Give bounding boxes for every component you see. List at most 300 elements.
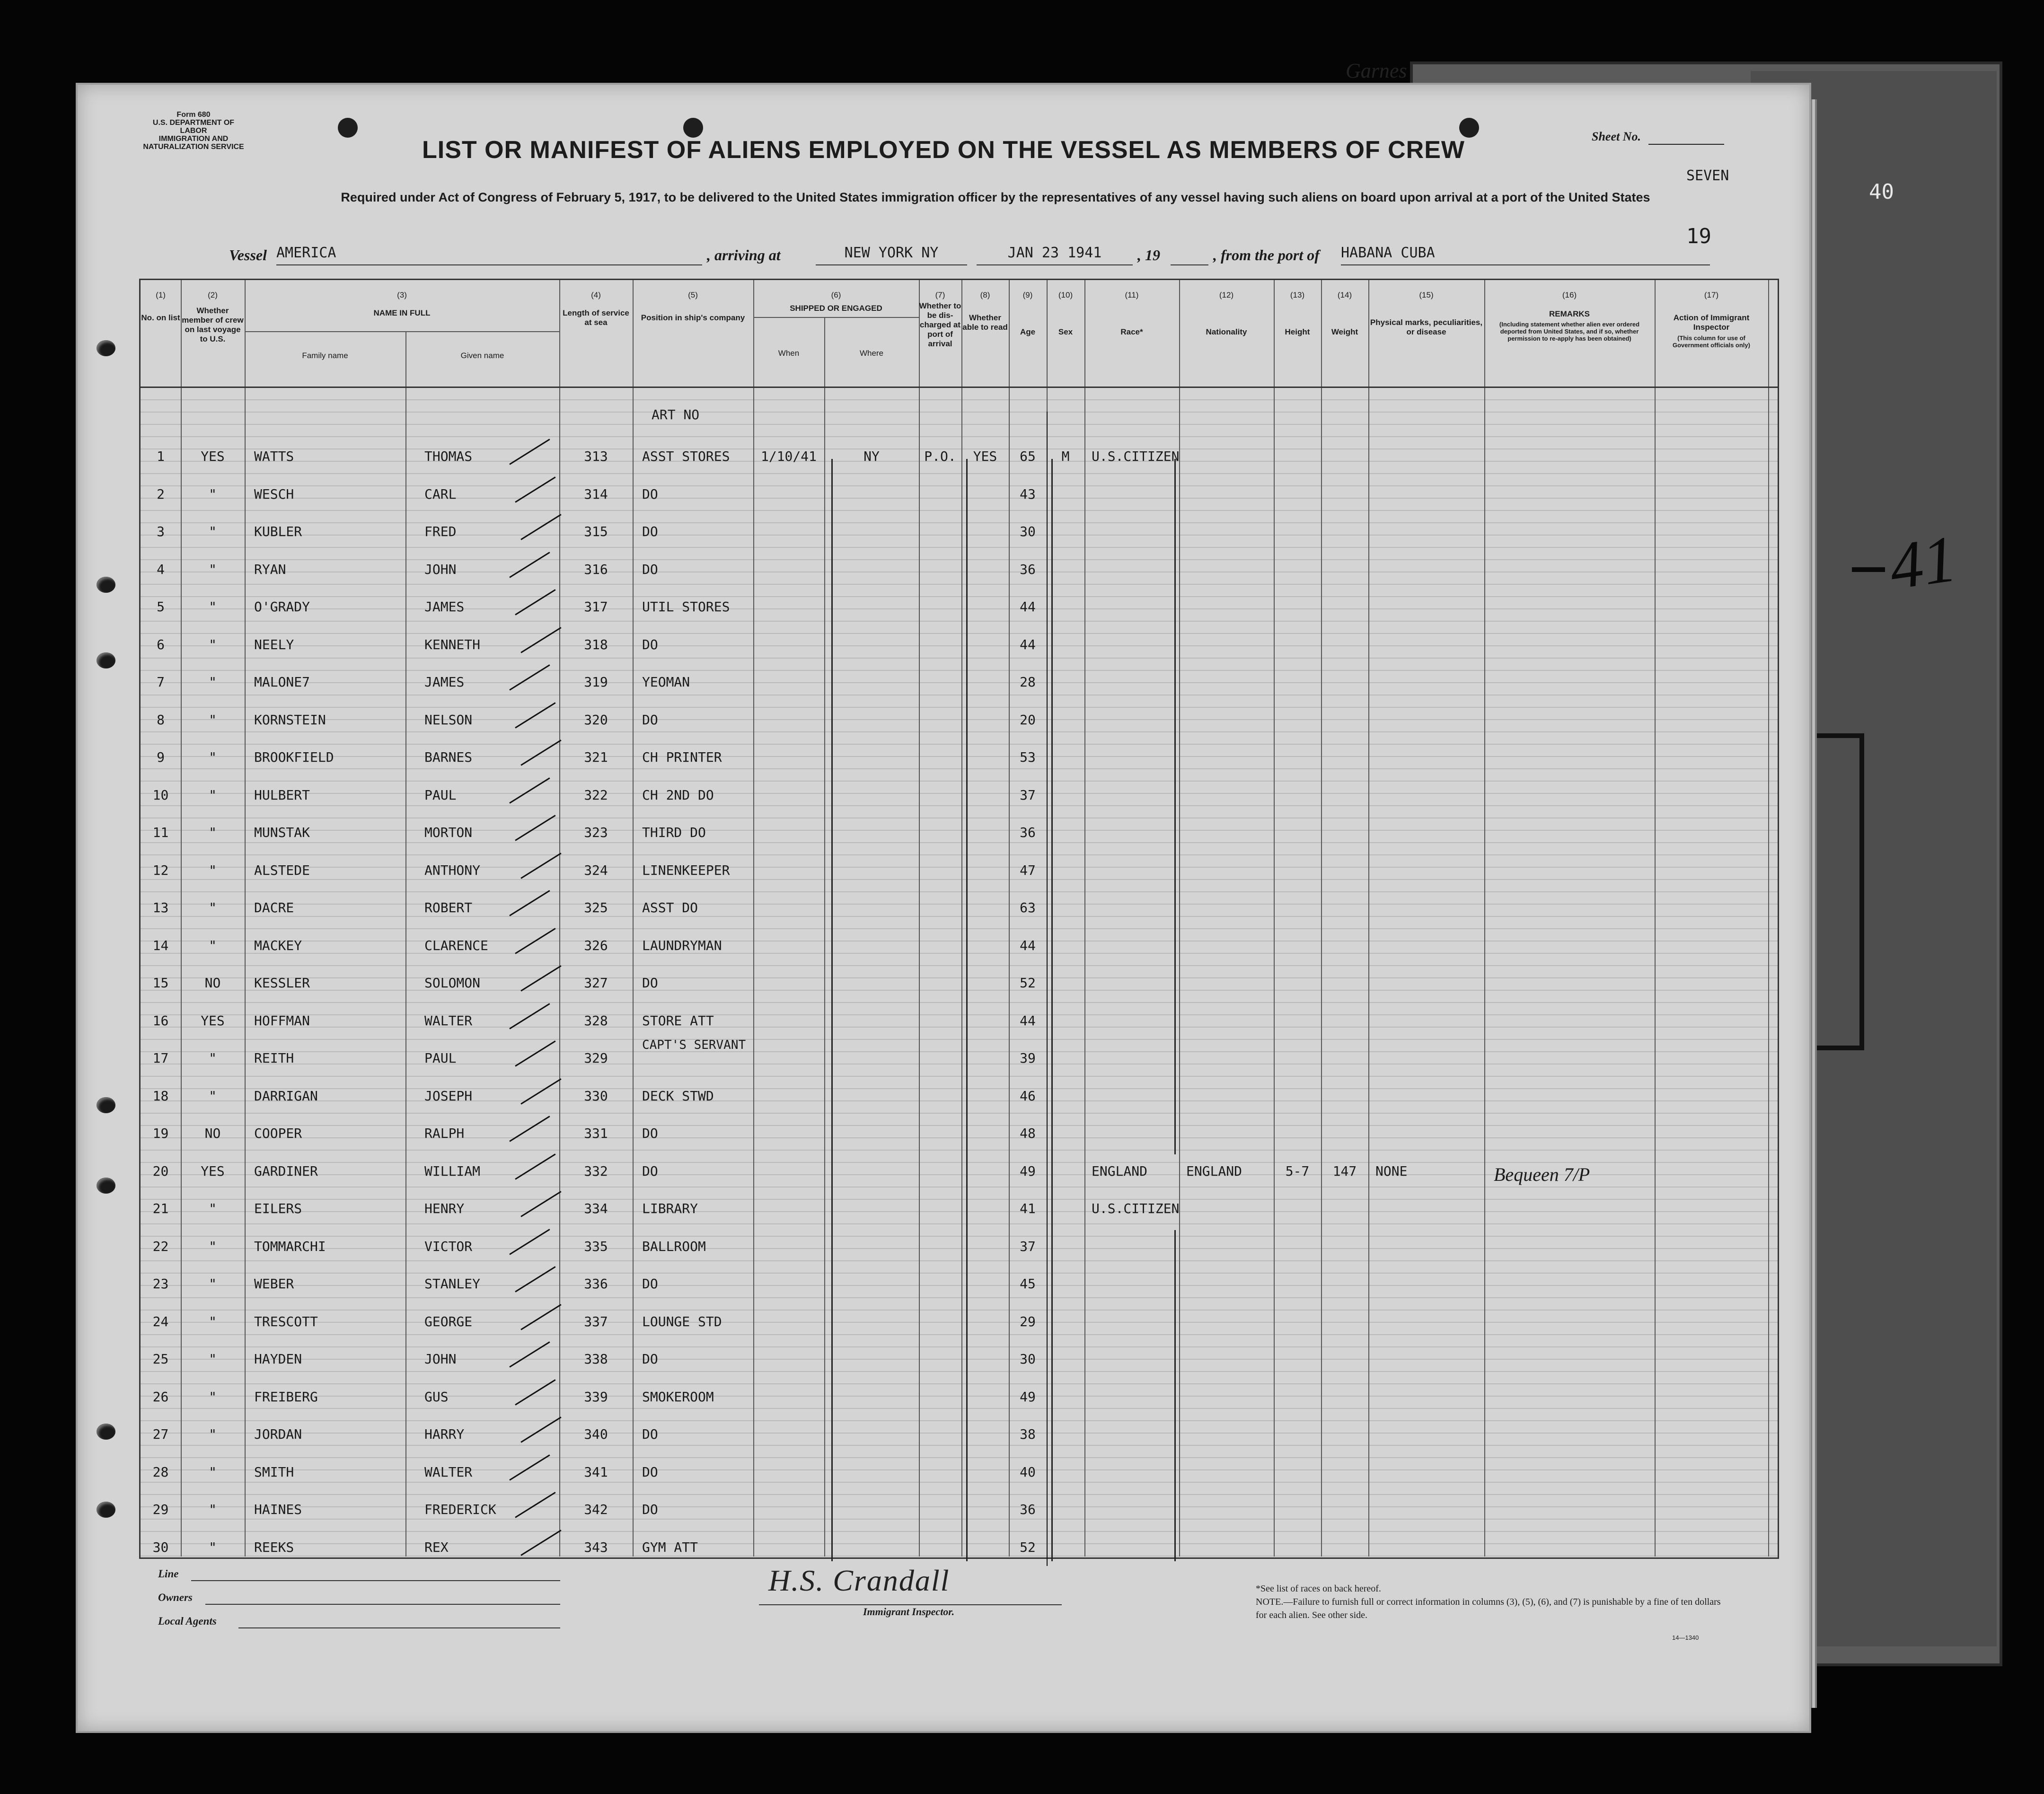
table-row	[141, 1080, 1778, 1117]
table-row	[141, 1038, 1778, 1080]
cell-position: CH PRINTER	[642, 749, 722, 765]
table-row	[141, 779, 1778, 817]
cell-position: LAUNDRYMAN	[642, 937, 722, 953]
back-page-number: 40	[1869, 180, 1894, 204]
header-height: Height	[1285, 327, 1310, 336]
header-shipped-engaged: SHIPPED OR ENGAGED	[790, 304, 882, 313]
cell-art: 329	[584, 1050, 608, 1066]
cell-family: MACKEY	[254, 937, 302, 953]
header-when: When	[778, 349, 800, 358]
cell-family: KESSLER	[254, 975, 310, 991]
cell-no: 3	[157, 524, 165, 539]
cell-prev: "	[209, 749, 217, 765]
col-num-7: (7)	[935, 290, 945, 299]
cell-age: 44	[1020, 636, 1036, 652]
cell-family: MUNSTAK	[254, 825, 310, 840]
cell-position: STORE ATT	[642, 1012, 714, 1029]
arrival-date: JAN 23 1941	[977, 245, 1133, 265]
cell-age: 37	[1020, 1238, 1036, 1254]
cell-age: 29	[1020, 1313, 1036, 1329]
table-row	[141, 1117, 1778, 1155]
cell-given: JAMES	[424, 599, 465, 615]
cell-art: 316	[584, 561, 608, 577]
cell-prev: "	[209, 1502, 217, 1517]
cell-no: 20	[152, 1163, 169, 1179]
cell-given: HARRY	[424, 1426, 465, 1442]
cell-age: 40	[1020, 1464, 1036, 1480]
col-num-5: (5)	[688, 290, 698, 299]
cell-age: 44	[1020, 1012, 1036, 1029]
cell-given: CLARENCE	[424, 937, 488, 953]
cell-family: WATTS	[254, 448, 294, 464]
cell-no: 17	[152, 1050, 169, 1066]
header-family-name: Family name	[302, 351, 348, 360]
cell-age: 41	[1020, 1201, 1036, 1216]
cell-art: 314	[584, 486, 608, 502]
handwritten-dash	[1852, 567, 1885, 572]
cell-position: DO	[642, 1426, 658, 1442]
manifest-page	[76, 59, 1961, 1733]
cell-art: 339	[584, 1389, 608, 1405]
cell-given: VICTOR	[424, 1238, 473, 1254]
cell-given: JOHN	[424, 561, 457, 577]
cell-race: U.S.CITIZEN	[1092, 448, 1180, 464]
table-row	[141, 1381, 1778, 1418]
table-row	[141, 1493, 1778, 1531]
cell-prev: "	[209, 1276, 217, 1292]
cell-age: 46	[1020, 1088, 1036, 1104]
col-num-11: (11)	[1125, 290, 1139, 299]
cell-position: LOUNGE STD	[642, 1313, 722, 1329]
cell-given: CARL	[424, 486, 457, 502]
cell-family: O'GRADY	[254, 599, 310, 615]
cell-position: DO	[642, 486, 658, 502]
table-body	[141, 388, 1778, 1557]
cell-age: 49	[1020, 1389, 1036, 1405]
cell-given: JOHN	[424, 1351, 457, 1367]
table-row	[141, 1230, 1778, 1268]
cell-art: 343	[584, 1539, 608, 1555]
cell-family: GARDINER	[254, 1163, 318, 1179]
cell-art: 336	[584, 1276, 608, 1292]
vessel-info-row	[229, 241, 1743, 269]
col-num-16: (16)	[1562, 290, 1577, 299]
table-row	[141, 1343, 1778, 1381]
cell-prev: "	[209, 937, 217, 953]
cell-prev: "	[209, 900, 217, 915]
cell-given: RALPH	[424, 1126, 465, 1141]
table-row	[141, 666, 1778, 704]
cell-family: RYAN	[254, 561, 286, 577]
cell-given: NELSON	[424, 712, 473, 728]
cell-no: 28	[152, 1464, 169, 1480]
col-num-13: (13)	[1290, 290, 1305, 299]
cell-age: 43	[1020, 486, 1036, 502]
cell-art: 327	[584, 975, 608, 991]
cell-no: 8	[157, 712, 165, 728]
punch-hole-icon	[683, 118, 703, 138]
cell-prev: "	[209, 636, 217, 652]
cell-family: JORDAN	[254, 1426, 302, 1442]
header-nationality: Nationality	[1206, 327, 1247, 336]
cell-art: 317	[584, 599, 608, 615]
cell-given: JAMES	[424, 674, 465, 690]
year-label: , 19	[1137, 246, 1160, 264]
table-header	[141, 280, 1778, 388]
cell-age: 39	[1020, 1050, 1036, 1066]
cell-age: 28	[1020, 674, 1036, 690]
cell-art: 321	[584, 749, 608, 765]
table-row	[141, 1456, 1778, 1494]
page-title: LIST OR MANIFEST OF ALIENS EMPLOYED ON THE VESSEL AS MEMBERS OF CREW	[422, 136, 1465, 164]
table-row	[141, 628, 1778, 666]
cell-age: 63	[1020, 900, 1036, 915]
binder-hole-icon	[97, 340, 115, 356]
cell-art: 319	[584, 674, 608, 690]
cell-no: 5	[157, 599, 165, 615]
table-row	[141, 1267, 1778, 1305]
cell-no: 22	[152, 1238, 169, 1254]
header-able-to-read: Whether able to read	[962, 313, 1008, 332]
departure-port: HABANA CUBA	[1341, 245, 1710, 265]
cell-given: PAUL	[424, 787, 457, 803]
cell-art: 334	[584, 1201, 608, 1216]
cell-age: 36	[1020, 1502, 1036, 1517]
cell-given: ANTHONY	[424, 862, 481, 878]
handwritten-side-mark: 41	[1885, 522, 1961, 604]
cell-position: LINENKEEPER	[642, 862, 730, 878]
cell-family: HAINES	[254, 1502, 302, 1517]
cell-prev: "	[209, 599, 217, 615]
col-num-2: (2)	[208, 290, 218, 299]
punch-hole-icon	[338, 118, 358, 138]
header-weight: Weight	[1331, 327, 1358, 336]
cell-prev: "	[209, 712, 217, 728]
cell-no: 14	[152, 937, 169, 953]
cell-art: 323	[584, 825, 608, 840]
col-num-3: (3)	[397, 290, 407, 299]
cell-given: WILLIAM	[424, 1163, 481, 1179]
cell-height: 5-7	[1285, 1163, 1310, 1179]
cell-age: 36	[1020, 561, 1036, 577]
header-physical-marks: Physical marks, peculiarities, or disease	[1370, 318, 1483, 336]
cell-position: SMOKEROOM	[642, 1389, 714, 1405]
table-row	[141, 1004, 1778, 1042]
cell-position: YEOMAN	[642, 674, 690, 690]
cell-given: WALTER	[424, 1464, 473, 1480]
cell-remarks: Bequeen 7/P	[1494, 1163, 1590, 1185]
table-row	[141, 967, 1778, 1004]
vessel-label: Vessel	[229, 246, 267, 264]
cell-no: 16	[152, 1012, 169, 1029]
header-remarks: REMARKS	[1549, 309, 1590, 318]
cell-prev: "	[209, 1389, 217, 1405]
cell-no: 29	[152, 1502, 169, 1517]
handwritten-top-note: Garnes	[1346, 59, 1407, 82]
cell-art: 315	[584, 524, 608, 539]
cell-art: 337	[584, 1313, 608, 1329]
col-num-8: (8)	[980, 290, 990, 299]
cell-art: 326	[584, 937, 608, 953]
cell-prev: "	[209, 486, 217, 502]
line-label: Line	[158, 1568, 179, 1580]
cell-family: FREIBERG	[254, 1389, 318, 1405]
cell-no: 24	[152, 1313, 169, 1329]
table-row	[141, 1155, 1778, 1193]
cell-position: DO	[642, 1163, 658, 1179]
cell-prev: YES	[201, 1012, 225, 1029]
owners-label: Owners	[158, 1592, 193, 1603]
cell-art: 341	[584, 1464, 608, 1480]
col-num-9: (9)	[1022, 290, 1033, 299]
cell-age: 52	[1020, 1539, 1036, 1555]
cell-age: 44	[1020, 599, 1036, 615]
cell-art: 328	[584, 1012, 608, 1029]
cell-prev: "	[209, 1050, 217, 1066]
cell-family: BROOKFIELD	[254, 749, 334, 765]
cell-position: THIRD DO	[642, 825, 706, 840]
cell-where: NY	[863, 448, 880, 464]
cell-no: 15	[152, 975, 169, 991]
table-row	[141, 1192, 1778, 1230]
form-code: 14—1340	[1672, 1634, 1699, 1641]
table-row	[141, 816, 1778, 854]
table-row	[141, 891, 1778, 929]
cell-given: GEORGE	[424, 1313, 473, 1329]
cell-no: 18	[152, 1088, 169, 1104]
cell-family: COOPER	[254, 1126, 302, 1141]
cell-prev: "	[209, 1238, 217, 1254]
binder-hole-icon	[97, 577, 115, 593]
cell-given: MORTON	[424, 825, 473, 840]
cell-given: REX	[424, 1539, 449, 1555]
arrival-port: NEW YORK NY	[816, 245, 967, 265]
cell-family: DACRE	[254, 900, 294, 915]
cell-no: 1	[157, 448, 165, 464]
cell-no: 19	[152, 1126, 169, 1141]
form-identifier: Form 680 U.S. DEPARTMENT OF LABOR IMMIGRATION AND NATURALIZATION SERVICE	[143, 111, 244, 151]
inspector-signature: H.S. Crandall	[768, 1564, 950, 1597]
cell-art: 325	[584, 900, 608, 915]
cell-position: DO	[642, 1464, 658, 1480]
cell-art: 340	[584, 1426, 608, 1442]
cell-prev: "	[209, 862, 217, 878]
col-num-4: (4)	[591, 290, 601, 299]
cell-prev: "	[209, 825, 217, 840]
from-port-label: , from the port of	[1213, 246, 1320, 264]
cell-age: 65	[1020, 448, 1036, 464]
header-race: Race*	[1120, 327, 1143, 336]
cell-prev: NO	[204, 1126, 221, 1141]
cell-prev: "	[209, 1313, 217, 1329]
cell-position: DO	[642, 712, 658, 728]
table-row	[141, 854, 1778, 892]
cell-when: 1/10/41	[760, 448, 817, 464]
header-name-in-full: NAME IN FULL	[373, 308, 431, 317]
cell-given: BARNES	[424, 749, 473, 765]
vessel-name: AMERICA	[276, 245, 702, 265]
col-num-6: (6)	[831, 290, 841, 299]
cell-family: HAYDEN	[254, 1351, 302, 1367]
cell-position: BALLROOM	[642, 1238, 706, 1254]
header-where: Where	[859, 349, 884, 358]
cell-no: 12	[152, 862, 169, 878]
cell-family: KORNSTEIN	[254, 712, 326, 728]
cell-age: 48	[1020, 1126, 1036, 1141]
cell-prev: "	[209, 787, 217, 803]
cell-prev: "	[209, 674, 217, 690]
cell-art: 338	[584, 1351, 608, 1367]
table-row	[141, 1418, 1778, 1456]
cell-no: 11	[152, 825, 169, 840]
cell-family: HULBERT	[254, 787, 310, 803]
crew-table	[139, 279, 1779, 1559]
cell-prev: "	[209, 561, 217, 577]
cell-family: NEELY	[254, 636, 294, 652]
header-prev-voyage: Whether member of crew on last voyage to U.S.	[182, 306, 244, 343]
page-subtitle: Required under Act of Congress of February 5, 1917, to be delivered to the United States immigration officer by the representatives of any vessel having such aliens on board upon arrival at a port of the United States	[341, 190, 1650, 204]
cell-family: DARRIGAN	[254, 1088, 318, 1104]
cell-age: 37	[1020, 787, 1036, 803]
table-row	[141, 590, 1778, 628]
cell-art: 320	[584, 712, 608, 728]
col-num-15: (15)	[1419, 290, 1434, 299]
cell-family: TOMMARCHI	[254, 1238, 326, 1254]
cell-prev: "	[209, 1539, 217, 1555]
cell-no: 23	[152, 1276, 169, 1292]
header-age: Age	[1020, 327, 1036, 336]
col-num-10: (10)	[1058, 290, 1073, 299]
cell-age: 30	[1020, 1351, 1036, 1367]
footer-note: *See list of races on back hereof. NOTE.—Failure to furnish full or correct information in columns (3), (5), (6), and (7) is punishable by a fine of ten dollars for each alien. See other side.	[1256, 1583, 1721, 1620]
header-inspector-action: Action of Immigrant Inspector	[1673, 313, 1750, 332]
cell-family: SMITH	[254, 1464, 294, 1480]
cell-position: DO	[642, 1126, 658, 1141]
cell-prev: "	[209, 1426, 217, 1442]
cell-position: DO	[642, 1276, 658, 1292]
cell-age: 38	[1020, 1426, 1036, 1442]
col-num-14: (14)	[1337, 290, 1352, 299]
cell-age: 44	[1020, 937, 1036, 953]
cell-age: 20	[1020, 712, 1036, 728]
cell-given: GUS	[424, 1389, 449, 1405]
cell-age: 49	[1020, 1163, 1036, 1179]
cell-position: GYM ATT	[642, 1539, 698, 1555]
cell-age: 30	[1020, 524, 1036, 539]
cell-prev: "	[209, 1351, 217, 1367]
cell-prev: "	[209, 524, 217, 539]
cell-no: 7	[157, 674, 165, 690]
header-position: Position in ship's company	[641, 313, 745, 322]
year-line	[1171, 245, 1208, 265]
cell-art: 324	[584, 862, 608, 878]
table-row	[141, 1305, 1778, 1343]
cell-position: DO	[642, 524, 658, 539]
cell-race: ENGLAND	[1092, 1163, 1148, 1179]
table-row	[141, 515, 1778, 553]
header-discharged: Whether to be dis-charged at port of arrival	[919, 301, 961, 348]
cell-position: DO	[642, 561, 658, 577]
art-no-label: ART NO	[652, 407, 700, 422]
cell-position: DO	[642, 1351, 658, 1367]
cell-family: HOFFMAN	[254, 1012, 310, 1029]
col-num-1: (1)	[156, 290, 166, 299]
cell-position: CAPT'S SERVANT	[642, 1038, 746, 1052]
cell-age: 47	[1020, 862, 1036, 878]
cell-given: STANLEY	[424, 1276, 481, 1292]
cell-prev: NO	[204, 975, 221, 991]
cell-discharged: P.O.	[924, 448, 956, 464]
cell-marks: NONE	[1375, 1163, 1408, 1179]
punch-hole-icon	[1459, 118, 1479, 138]
agents-label: Local Agents	[158, 1615, 217, 1627]
header-sex: Sex	[1058, 327, 1073, 336]
table-row	[141, 553, 1778, 591]
cell-no: 10	[152, 787, 169, 803]
cell-prev: "	[209, 1464, 217, 1480]
binder-hole-icon	[97, 1178, 115, 1194]
cell-age: 45	[1020, 1276, 1036, 1292]
cell-art: 332	[584, 1163, 608, 1179]
cell-art: 322	[584, 787, 608, 803]
col-num-12: (12)	[1219, 290, 1234, 299]
cell-no: 9	[157, 749, 165, 765]
cell-prev: YES	[201, 448, 225, 464]
cell-prev: "	[209, 1201, 217, 1216]
cell-prev: YES	[201, 1163, 225, 1179]
header-inspector-note: (This column for use of Government officials only)	[1673, 334, 1750, 349]
cell-given: FRED	[424, 524, 457, 539]
cell-family: WEBER	[254, 1276, 294, 1292]
binder-hole-icon	[97, 1424, 115, 1440]
cell-given: PAUL	[424, 1050, 457, 1066]
binder-hole-icon	[97, 652, 115, 668]
cell-no: 26	[152, 1389, 169, 1405]
cell-art: 318	[584, 636, 608, 652]
cell-given: THOMAS	[424, 448, 473, 464]
cell-no: 27	[152, 1426, 169, 1442]
cell-art: 342	[584, 1502, 608, 1517]
binder-hole-icon	[97, 1097, 115, 1113]
cell-no: 25	[152, 1351, 169, 1367]
page-number: 19	[1686, 224, 1711, 248]
cell-race: U.S.CITIZEN	[1092, 1201, 1180, 1216]
cell-family: REEKS	[254, 1539, 294, 1555]
cell-art: 330	[584, 1088, 608, 1104]
cell-position: CH 2ND DO	[642, 787, 714, 803]
cell-position: ASST DO	[642, 900, 698, 915]
cell-given: FREDERICK	[424, 1502, 496, 1517]
cell-family: TRESCOTT	[254, 1313, 318, 1329]
cell-no: 30	[152, 1539, 169, 1555]
cell-sex: M	[1061, 448, 1070, 464]
cell-given: ROBERT	[424, 900, 473, 915]
table-row	[141, 704, 1778, 741]
cell-family: EILERS	[254, 1201, 302, 1216]
cell-given: KENNETH	[424, 636, 481, 652]
table-row	[141, 741, 1778, 779]
cell-age: 53	[1020, 749, 1036, 765]
cell-position: DECK STWD	[642, 1088, 714, 1104]
cell-given: HENRY	[424, 1201, 465, 1216]
footer	[97, 1563, 1721, 1705]
inspector-label: Immigrant Inspector.	[863, 1606, 955, 1618]
cell-given: WALTER	[424, 1012, 473, 1029]
cell-prev: "	[209, 1088, 217, 1104]
cell-no: 4	[157, 561, 165, 577]
cell-art: 313	[584, 448, 608, 464]
binder-hole-icon	[97, 1502, 115, 1518]
